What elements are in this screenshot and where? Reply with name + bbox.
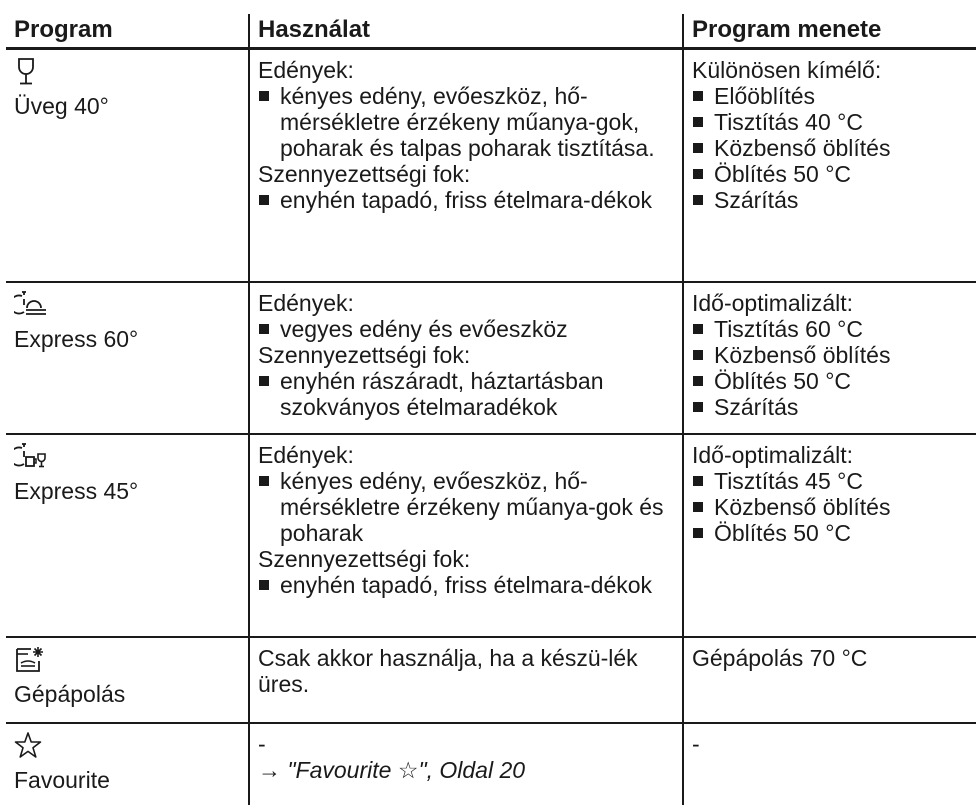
list-item: Öblítés 50 °C	[692, 520, 968, 546]
list-item: Közbenső öblítés	[692, 494, 968, 520]
machine-care-icon	[14, 645, 240, 675]
list-item: enyhén rászáradt, háztartásban szokványos ételmaradékok	[258, 368, 674, 420]
usage-title: Szennyezettségi fok:	[258, 341, 471, 368]
course-title: Idő-optimalizált:	[692, 289, 854, 316]
table-row	[6, 723, 976, 805]
program-table	[6, 14, 976, 805]
list-item: Tisztítás 45 °C	[692, 468, 968, 494]
page-reference-link[interactable]: → "Favourite ☆", Oldal 20	[258, 756, 526, 783]
list-item: Közbenső öblítés	[692, 135, 968, 161]
clock-plate-cutlery-icon	[14, 290, 240, 320]
usage-title: Edények:	[258, 57, 354, 83]
list-item: kényes edény, evőeszköz, hő-mérsékletre érzékeny műanya-gok és poharak	[258, 468, 674, 546]
program-cell	[6, 434, 249, 637]
list-item: Öblítés 50 °C	[692, 161, 968, 187]
list-item: enyhén tapadó, friss ételmara-dékok	[258, 572, 674, 598]
program-name: Üveg 40°	[14, 93, 109, 119]
list-item: Szárítás	[692, 187, 968, 213]
course-cell	[683, 723, 976, 805]
usage-cell	[249, 723, 683, 805]
course-cell	[683, 49, 976, 282]
table-header-row	[6, 14, 976, 49]
star-icon	[14, 731, 240, 761]
list-item: Szárítás	[692, 394, 968, 420]
list-item: enyhén tapadó, friss ételmara-dékok	[258, 187, 674, 213]
list-item: Előöblítés	[692, 83, 968, 109]
table-row	[6, 637, 976, 723]
course-dash: -	[692, 730, 700, 757]
list-item: Tisztítás 40 °C	[692, 109, 968, 135]
course-text: Gépápolás 70 °C	[692, 644, 868, 671]
usage-cell	[249, 49, 683, 282]
course-title: Idő-optimalizált:	[692, 441, 854, 468]
program-name: Gépápolás	[14, 680, 126, 707]
usage-title: Edények:	[258, 441, 354, 468]
list-item: Közbenső öblítés	[692, 342, 968, 368]
table-row	[6, 434, 976, 637]
course-cell	[683, 637, 976, 723]
program-cell	[6, 282, 249, 434]
program-name: Favourite	[14, 766, 110, 793]
table-row	[6, 282, 976, 434]
table-row	[6, 49, 976, 282]
list-item: kényes edény, evőeszköz, hő-mérsékletre érzékeny műanya-gok, poharak és talpas poharak tisztítása.	[258, 83, 674, 161]
program-cell	[6, 637, 249, 723]
course-cell	[683, 434, 976, 637]
list-item: Tisztítás 60 °C	[692, 316, 968, 342]
usage-text: Csak akkor használja, ha a készü-lék üres.	[258, 644, 638, 697]
header-course: Program menete	[683, 14, 976, 49]
wine-glass-icon	[14, 57, 240, 87]
program-name: Express 45°	[14, 477, 139, 504]
usage-cell	[249, 282, 683, 434]
clock-cup-glass-icon	[14, 442, 240, 472]
course-title: Különösen kímélő:	[692, 57, 882, 83]
header-program: Program	[6, 14, 249, 49]
usage-title: Edények:	[258, 289, 354, 316]
list-item: vegyes edény és evőeszköz	[258, 316, 674, 342]
course-cell	[683, 282, 976, 434]
program-cell	[6, 49, 249, 282]
program-name: Express 60°	[14, 325, 139, 352]
usage-dash: -	[258, 730, 266, 757]
list-item: Öblítés 50 °C	[692, 368, 968, 394]
usage-title: Szennyezettségi fok:	[258, 161, 471, 187]
program-cell	[6, 723, 249, 805]
usage-cell	[249, 637, 683, 723]
header-usage: Használat	[249, 14, 683, 49]
usage-cell	[249, 434, 683, 637]
usage-title: Szennyezettségi fok:	[258, 545, 471, 572]
